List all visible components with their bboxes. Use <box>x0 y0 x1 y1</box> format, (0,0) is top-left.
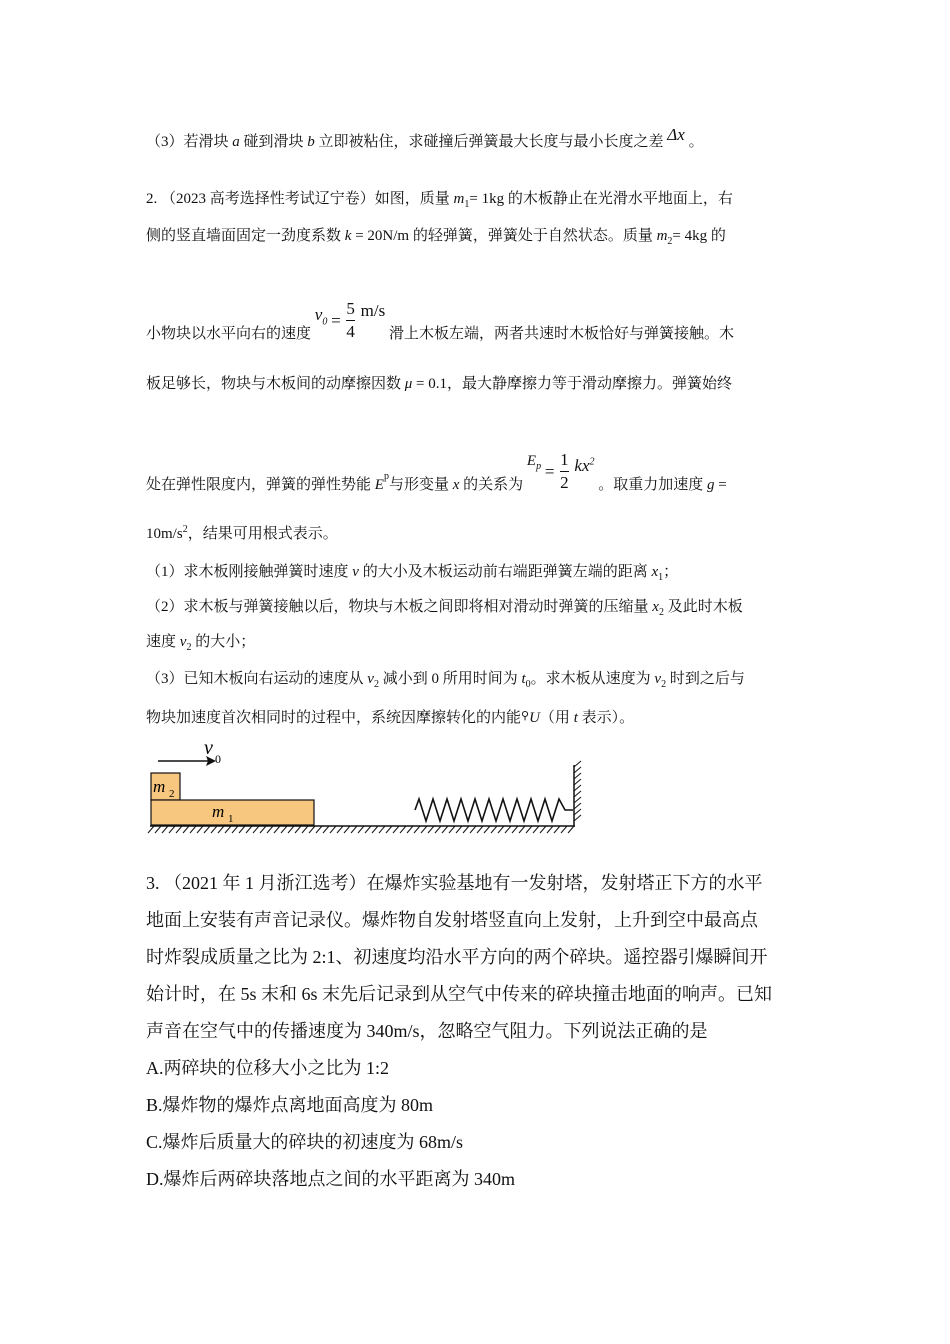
hatch-mark <box>225 826 231 833</box>
hatch-mark <box>309 826 315 833</box>
hatch-mark <box>470 826 476 833</box>
option-b: B.爆炸物的爆炸点离地面高度为 80m <box>146 1095 434 1115</box>
sub: 2 <box>667 236 673 247</box>
q3-line2: 地面上安装有声音记录仪。爆炸物自发射塔竖直向上发射，上升到空中最高点 <box>146 910 758 930</box>
hatch-mark <box>183 826 189 833</box>
var-v2: v <box>179 634 187 650</box>
hatch-mark <box>574 773 581 779</box>
q2-text: 时到之后与 <box>666 671 745 687</box>
delta-icon: ⚲ <box>521 710 530 722</box>
var-v0: $v_0$ <box>314 305 328 328</box>
hatch-mark <box>512 826 518 833</box>
hatch-mark <box>148 826 154 833</box>
hatch-mark <box>498 826 504 833</box>
fraction-5-4: $\frac{5}{4}$ <box>346 299 355 342</box>
var-x1: x <box>651 564 659 580</box>
q2-text: 减小到 0 所用时间为 <box>378 671 522 687</box>
hatch-mark <box>204 826 210 833</box>
sub: 2 <box>658 607 664 618</box>
hatch-mark <box>568 826 574 833</box>
q2-part2-line2 <box>146 632 255 652</box>
hatch-mark <box>574 809 581 815</box>
q2-text: 。求木板从速度为 <box>530 671 655 687</box>
var-v2: v <box>654 671 662 687</box>
hatch-mark <box>574 779 581 785</box>
spring <box>415 799 573 821</box>
var-k: k <box>344 228 352 244</box>
hatch-mark <box>260 826 266 833</box>
hatch-mark <box>337 826 343 833</box>
hatch-mark <box>540 826 546 833</box>
hatch-mark <box>449 826 455 833</box>
q1-part3 <box>146 125 704 152</box>
hatch-mark <box>407 826 413 833</box>
hatch-mark <box>574 791 581 797</box>
hatch-mark <box>400 826 406 833</box>
sub: 0 <box>525 679 531 690</box>
q3-line3: 时炸裂成质量之比为 2:1、初速度均沿水平方向的两个碎块。遥控器引爆瞬间开 <box>146 947 768 967</box>
var-x2: x <box>652 599 659 615</box>
hatch-mark <box>211 826 217 833</box>
q2-part2 <box>146 597 743 617</box>
hatch-mark <box>526 826 532 833</box>
hatch-mark <box>561 826 567 833</box>
sub: 1 <box>658 572 664 583</box>
var-Ep-eq: $E_p$ <box>526 453 542 472</box>
m1-label: m <box>212 802 225 821</box>
m2-label: m <box>153 777 166 796</box>
hatch-mark <box>484 826 490 833</box>
var-t0: t <box>521 671 526 687</box>
equals-sign: = <box>331 310 341 330</box>
hatch-mark <box>519 826 525 833</box>
hatch-mark <box>365 826 371 833</box>
q1-part3-text: 。 <box>684 134 704 150</box>
q2-text: 的大小及木板运动前右端距弹簧左端的距离 <box>358 564 652 580</box>
q2-text: 与形变量 <box>388 477 453 493</box>
q2-text: 速度 <box>146 634 180 650</box>
hatch-mark <box>358 826 364 833</box>
hatch-mark <box>162 826 168 833</box>
var-kx2: $kx^2$ <box>574 456 595 475</box>
q2-text: 表示）。 <box>577 710 635 726</box>
hatch-mark <box>491 826 497 833</box>
var-m2: m <box>656 228 668 244</box>
q2-part3-line2 <box>146 706 634 728</box>
q1-part3-text: 碰到滑块 <box>239 134 308 150</box>
hatch-mark <box>574 815 581 821</box>
fraction-1-2: $\frac{1}{2}$ <box>560 450 569 493</box>
q2-text: 小物块以水平向右的速度 <box>146 326 312 342</box>
q2-text: 2. （2023 高考选择性考试辽宁卷）如图，质量 <box>146 191 454 207</box>
hatch-mark <box>372 826 378 833</box>
q2-line5 <box>146 436 727 493</box>
q2-text: 10m/s <box>146 526 183 542</box>
q2-text: 的关系为 <box>459 477 524 493</box>
q2-line2 <box>146 226 726 246</box>
q3-line4: 始计时，在 5s 末和 6s 末先后记录到从空气中传来的碎块撞击地面的响声。已知 <box>146 984 773 1004</box>
hatch-mark <box>442 826 448 833</box>
hatch-mark <box>274 826 280 833</box>
hatch-mark <box>421 826 427 833</box>
sub: 2 <box>186 642 192 653</box>
hatch-mark <box>288 826 294 833</box>
q1-part3-text: （3）若滑块 <box>146 134 233 150</box>
q2-text: （3）已知木板向右运动的速度从 <box>146 671 368 687</box>
hatch-mark <box>169 826 175 833</box>
hatch-mark <box>574 803 581 809</box>
hatch-mark <box>316 826 322 833</box>
q2-text: 侧的竖直墙面固定一劲度系数 <box>146 228 345 244</box>
wall-hatching <box>574 761 581 821</box>
v0-sub: 0 <box>215 752 221 766</box>
hatch-mark <box>253 826 259 833</box>
var-v2: v <box>367 671 374 687</box>
hatch-mark <box>176 826 182 833</box>
var-b: b <box>307 134 315 150</box>
hatch-mark <box>281 826 287 833</box>
hatch-mark <box>218 826 224 833</box>
hatch-mark <box>295 826 301 833</box>
var-a: a <box>232 134 240 150</box>
sub: 1 <box>464 199 470 210</box>
hatch-mark <box>554 826 560 833</box>
q2-text: = 20N/m 的轻弹簧，弹簧处于自然状态。质量 <box>351 228 657 244</box>
q3-line1: 3. （2021 年 1 月浙江选考）在爆炸实验基地有一发射塔，发射塔正下方的水平 <box>146 873 763 893</box>
hatch-mark <box>330 826 336 833</box>
hatch-mark <box>533 826 539 833</box>
hatch-mark <box>344 826 350 833</box>
var-t: t <box>573 710 578 726</box>
v0-label: v <box>204 737 213 759</box>
q2-text: 。取重力加速度 <box>598 477 708 493</box>
q2-part3 <box>146 669 745 689</box>
q2-text: 的大小； <box>191 634 256 650</box>
q2-text: = <box>714 477 727 493</box>
q2-part1 <box>146 562 678 582</box>
hatch-mark <box>456 826 462 833</box>
q2-line1 <box>146 189 733 209</box>
option-d: D.爆炸后两碎块落地点之间的水平距离为 340m <box>146 1169 515 1189</box>
hatch-mark <box>414 826 420 833</box>
equals-sign: = <box>544 461 555 481</box>
hatch-mark <box>574 797 581 803</box>
q2-text: 处在弹性限度内，弹簧的弹性势能 <box>146 477 375 493</box>
hatch-mark <box>386 826 392 833</box>
q2-text: 滑上木板左端，两者共速时木板恰好与弹簧接触。木 <box>388 326 734 342</box>
q1-part3-text: 立即被粘住，求碰撞后弹簧最大长度与最小长度之差 <box>314 134 664 150</box>
hatch-mark <box>239 826 245 833</box>
var-g: g <box>707 477 715 493</box>
hatch-mark <box>197 826 203 833</box>
spring-block-diagram <box>140 735 590 835</box>
hatch-mark <box>302 826 308 833</box>
option-a: A.两碎块的位移大小之比为 1:2 <box>146 1058 389 1078</box>
hatch-mark <box>574 761 581 767</box>
delta-x: Δx <box>667 125 685 144</box>
hatch-mark <box>574 785 581 791</box>
q2-text: = 4kg 的 <box>672 228 726 244</box>
hatch-mark <box>267 826 273 833</box>
var-x: x <box>452 477 460 493</box>
q2-text: 物块加速度首次相同时的过程中，系统因摩擦转化的内能 <box>146 710 522 726</box>
ground-hatching <box>148 826 574 833</box>
hatch-mark <box>323 826 329 833</box>
q3-line5: 声音在空气中的传播速度为 340m/s，忽略空气阻力。下列说法正确的是 <box>146 1021 708 1041</box>
q2-text: （用 <box>539 710 574 726</box>
q2-text: ； <box>663 564 679 580</box>
hatch-mark <box>190 826 196 833</box>
unit-mps: m/s <box>360 301 386 320</box>
hatch-mark <box>547 826 553 833</box>
sub: 2 <box>373 679 379 690</box>
sup: 2 <box>182 524 188 535</box>
hatch-mark <box>155 826 161 833</box>
hatch-mark <box>246 826 252 833</box>
hatch-mark <box>428 826 434 833</box>
m1-sub: 1 <box>228 813 234 825</box>
hatch-mark <box>574 767 581 773</box>
q2-line4 <box>146 374 732 394</box>
q2-text: （1）求木板刚接触弹簧时速度 <box>146 564 353 580</box>
hatch-mark <box>463 826 469 833</box>
m2-sub: 2 <box>169 788 175 800</box>
q2-text: ，结果可用根式表示。 <box>187 526 338 542</box>
q2-line3 <box>146 286 734 342</box>
hatch-mark <box>505 826 511 833</box>
var-v: v <box>352 564 359 580</box>
q2-text: （2）求木板与弹簧接触以后，物块与木板之间即将相对滑动时弹簧的压缩量 <box>146 599 653 615</box>
hatch-mark <box>379 826 385 833</box>
var-mu: μ <box>404 376 413 392</box>
var-m1: m <box>453 191 465 207</box>
sub: 2 <box>661 679 667 690</box>
q2-text: 板足够长，物块与木板间的动摩擦因数 <box>146 376 405 392</box>
var-U: U <box>529 710 540 726</box>
q2-text: 及此时木板 <box>663 599 743 615</box>
q2-text: = 0.1，最大静摩擦力等于滑动摩擦力。弹簧始终 <box>412 376 733 392</box>
hatch-mark <box>232 826 238 833</box>
option-c: C.爆炸后质量大的碎块的初速度为 68m/s <box>146 1132 464 1152</box>
hatch-mark <box>393 826 399 833</box>
q2-line6 <box>146 524 338 544</box>
sub: p <box>383 471 389 482</box>
q2-text: = 1kg 的木板静止在光滑水平地面上，右 <box>469 191 733 207</box>
hatch-mark <box>477 826 483 833</box>
var-Ep: E <box>374 477 384 493</box>
hatch-mark <box>351 826 357 833</box>
hatch-mark <box>435 826 441 833</box>
